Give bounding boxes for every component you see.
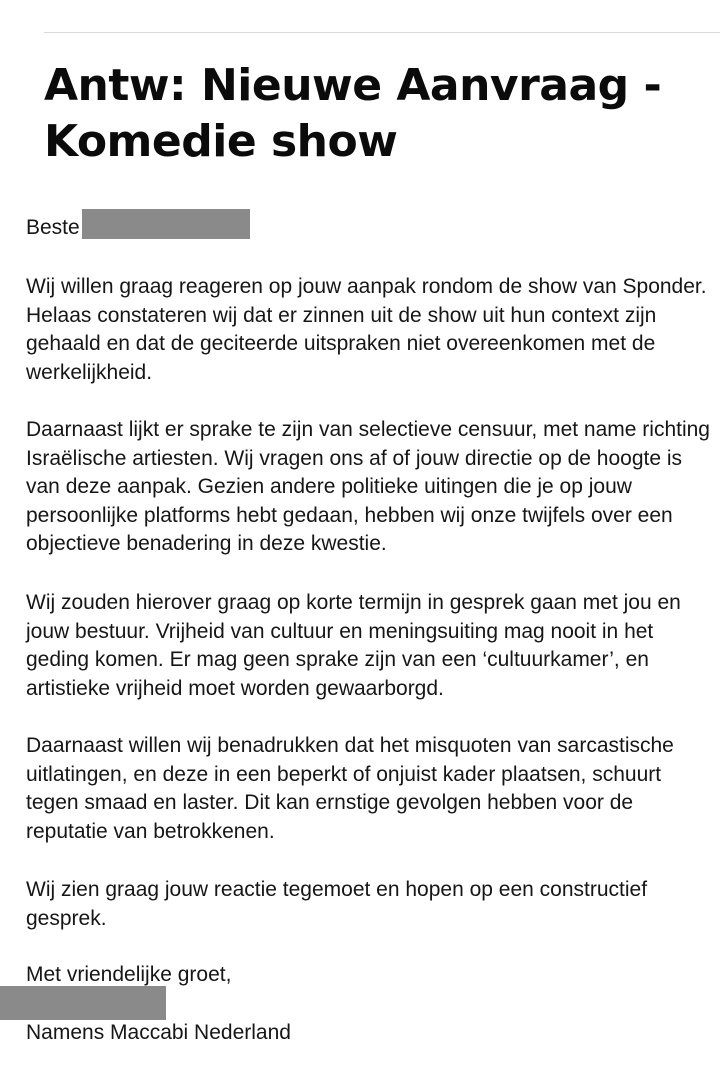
paragraph-text: Wij willen graag reageren op jouw aanpak rondom de show van Sponder. Helaas constateren wij dat er zinnen uit de show uit hun context zijn gehaald en dat de geciteerde uitspraken niet overeenkomen met de werkelijkheid. [26,275,707,384]
paragraph-text: Daarnaast willen wij benadrukken dat het misquoten van sarcastische uitlatingen, en deze in een beperkt of onjuist kader plaatsen, schuurt tegen smaad en laster. Dit kan ernstige gevolgen hebben voor de reputatie van betrokkenen. [26,734,674,843]
redacted-recipient-name [82,209,250,239]
paragraph-5 [26,876,716,933]
email-subject: Antw: Nieuwe Aanvraag - Komedie show [44,60,662,167]
header-divider [44,32,720,33]
paragraph-2 [26,416,716,559]
closing-line: Met vriendelijke groet, [26,963,232,986]
greeting-text: Beste [26,216,80,239]
paragraph-text: Wij zien graag jouw reactie tegemoet en hopen op een constructief gesprek. [26,878,648,930]
greeting-line [26,214,716,244]
paragraph-3 [26,589,716,703]
paragraph-1 [26,273,716,387]
redacted-sender-name [0,986,166,1020]
signature-line: Namens Maccabi Nederland [26,1021,291,1044]
paragraph-4 [26,732,716,846]
paragraph-text: Wij zouden hierover graag op korte termijn in gesprek gaan met jou en jouw bestuur. Vrijheid van cultuur en meningsuiting mag nooit in het geding komen. Er mag geen sprake zijn van een ‘cultuurkamer’, en artistieke vrijheid moet worden gewaarborgd. [26,591,681,700]
paragraph-text: Daarnaast lijkt er sprake te zijn van selectieve censuur, met name richting Israëlische artiesten. Wij vragen ons af of jouw directie op de hoogte is van deze aanpak. Gezien andere politieke uitingen die je op jouw persoonlijke platforms hebt gedaan, hebben wij onze twijfels over een objectieve benadering in deze kwestie. [26,418,710,555]
